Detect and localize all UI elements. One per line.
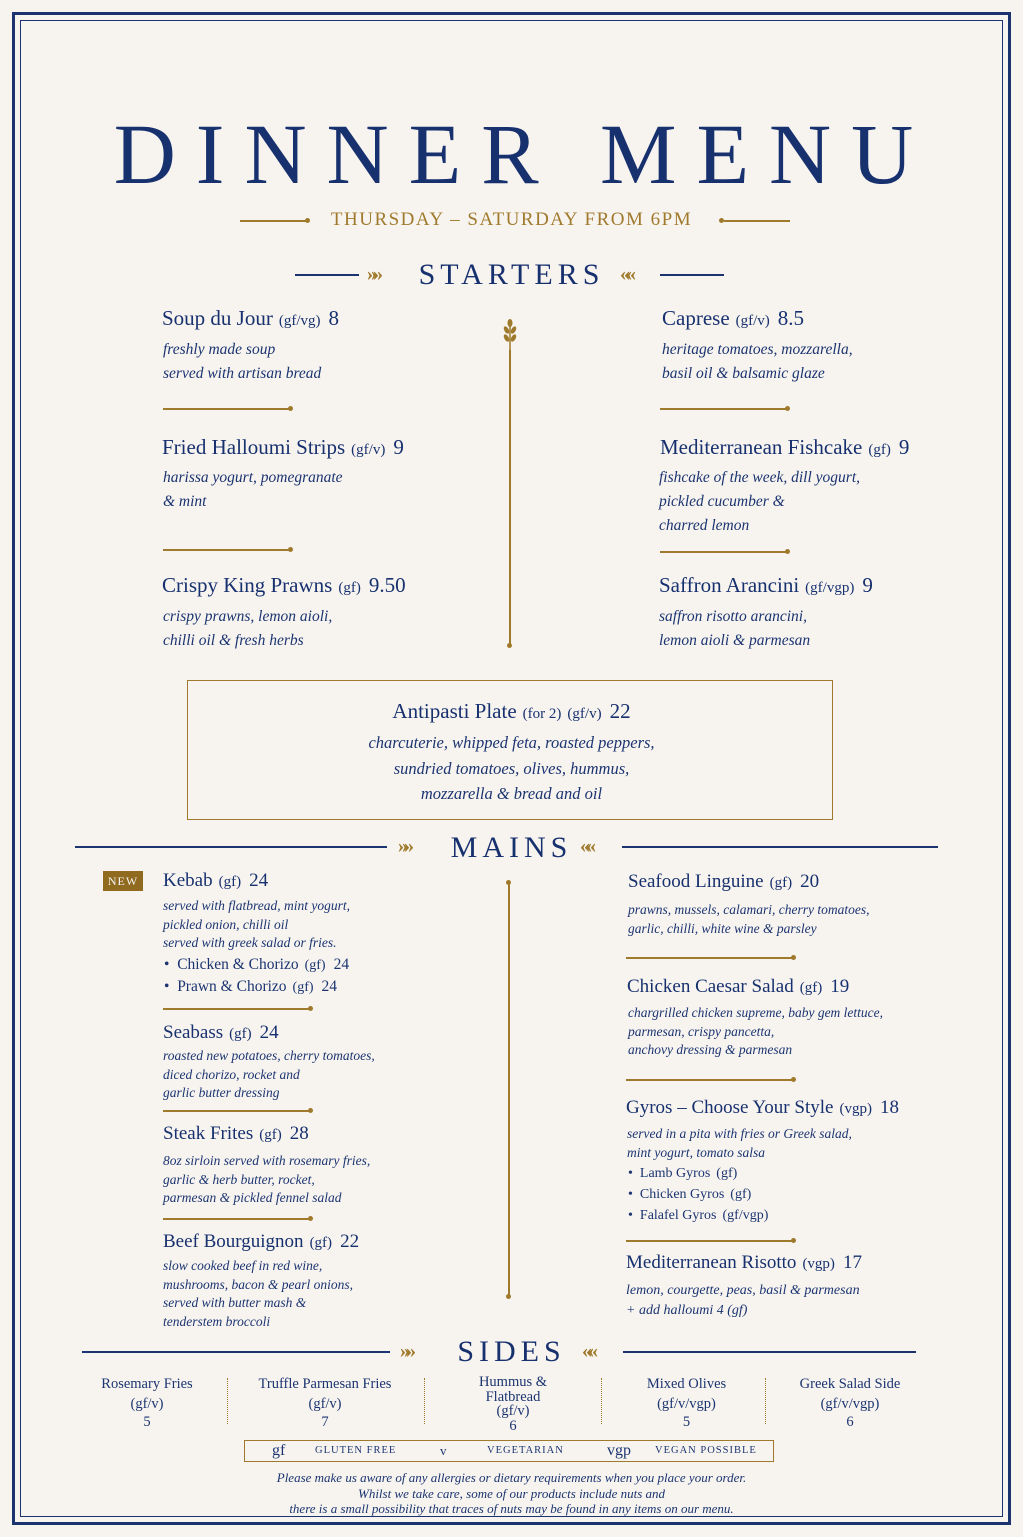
legend-label: VEGAN POSSIBLE: [655, 1445, 757, 1456]
subtitle-rule-right: [724, 220, 790, 222]
page-title: DINNER MENU: [113, 106, 934, 202]
menu-item-name: Seabass (gf) 24: [163, 1022, 279, 1043]
chevron-ornament-icon: ««: [620, 263, 632, 285]
menu-item-desc: chargrilled chicken supreme, baby gem lettuce, parmesan, crispy pancetta, anchovy dressing & parmesan: [628, 1005, 884, 1057]
legend-code: gf: [272, 1442, 286, 1459]
starters-heading: STARTERS: [418, 258, 605, 291]
menu-item-name: Beef Bourguignon (gf) 22: [163, 1231, 360, 1252]
legend-code: vgp: [607, 1442, 631, 1459]
legend-code: v: [440, 1443, 447, 1458]
menu-item-name: Mediterranean Fishcake (gf) 9: [660, 435, 910, 459]
menu-item-desc: 8oz sirloin served with rosemary fries, garlic & herb butter, rocket, parmesan & pickled fennel salad: [163, 1153, 371, 1205]
item-separator: [626, 957, 793, 959]
menu-item-desc: served in a pita with fries or Greek salad, mint yogurt, tomato salsa: [627, 1126, 852, 1160]
item-separator: [163, 408, 290, 410]
sides-heading: SIDES: [457, 1335, 566, 1368]
menu-item-name: Saffron Arancini (gf/vgp) 9: [659, 573, 873, 597]
menu-item-desc: roasted new potatoes, cherry tomatoes, diced chorizo, rocket and garlic butter dressing: [163, 1048, 375, 1100]
menu-item-name: Gyros – Choose Your Style (vgp) 18: [626, 1097, 899, 1118]
mains-heading: MAINS: [450, 831, 573, 864]
menu-item-desc: fishcake of the week, dill yogurt, pickled cucumber & charred lemon: [659, 469, 861, 534]
menu-item-desc: slow cooked beef in red wine, mushrooms, bacon & pearl onions, served with butter mash & tenderstem broccoli: [163, 1258, 354, 1329]
chevron-ornament-icon: »»: [367, 263, 379, 285]
mains-column-divider: [508, 884, 510, 1296]
item-separator: [163, 1110, 310, 1112]
side-divider: [765, 1378, 766, 1424]
menu-item-name: Fried Halloumi Strips (gf/v) 9: [162, 435, 404, 459]
side-item: Rosemary Fries (gf/v) 5: [101, 1376, 193, 1430]
chevron-ornament-icon: »»: [398, 835, 410, 857]
menu-item-name: Kebab (gf) 24: [163, 870, 269, 891]
divider-dot: [506, 1294, 511, 1299]
divider-dot: [507, 643, 512, 648]
new-badge: NEW: [103, 871, 143, 891]
menu-item-desc: harissa yogurt, pomegranate & mint: [163, 469, 343, 510]
item-separator: [626, 1240, 793, 1242]
starters-column-divider: [509, 350, 511, 645]
legend-label: VEGETARIAN: [487, 1445, 564, 1456]
menu-item-name: Seafood Linguine (gf) 20: [628, 871, 820, 892]
menu-item-name: Caprese (gf/v) 8.5: [662, 306, 805, 330]
mains-rule-right: [622, 846, 938, 848]
option-item: • Prawn & Chorizo (gf) 24: [164, 978, 338, 995]
side-item: Hummus & Flatbread (gf/v) 6: [478, 1374, 548, 1434]
option-item: • Lamb Gyros (gf): [628, 1166, 738, 1181]
item-separator: [660, 551, 787, 553]
side-item: Mixed Olives (gf/v/vgp) 5: [646, 1376, 727, 1430]
menu-item-name: Soup du Jour (gf/vg) 8: [162, 306, 340, 330]
menu-item-name: Antipasti Plate (for 2) (gf/v) 22: [392, 699, 631, 723]
option-item: • Chicken & Chorizo (gf) 24: [164, 956, 350, 973]
menu-item-desc: freshly made soup served with artisan bread: [163, 341, 322, 382]
starters-rule-right: [660, 274, 724, 276]
chevron-ornament-icon: »»: [400, 1340, 412, 1362]
menu-item-desc: charcuterie, whipped feta, roasted peppers, sundried tomatoes, olives, hummus, mozzarella & bread and oil: [368, 733, 655, 803]
menu-item-desc: saffron risotto arancini, lemon aioli & parmesan: [659, 608, 811, 649]
menu-item-desc: prawns, mussels, calamari, cherry tomatoes, garlic, chilli, white wine & parsley: [628, 902, 870, 936]
menu-item-desc: heritage tomatoes, mozzarella, basil oil & balsamic glaze: [662, 341, 853, 382]
menu-item-name: Crispy King Prawns (gf) 9.50: [162, 573, 406, 597]
menu-item-desc: crispy prawns, lemon aioli, chilli oil & fresh herbs: [163, 608, 333, 649]
item-separator: [163, 1218, 310, 1220]
service-hours: THURSDAY – SATURDAY FROM 6PM: [330, 209, 693, 230]
wheat-sprig-icon: [501, 318, 519, 352]
side-divider: [424, 1378, 425, 1424]
side-divider: [227, 1378, 228, 1424]
side-item: Truffle Parmesan Fries (gf/v) 7: [258, 1376, 392, 1430]
menu-item-name: Chicken Caesar Salad (gf) 19: [627, 976, 850, 997]
side-divider: [601, 1378, 602, 1424]
option-item: • Falafel Gyros (gf/vgp): [628, 1208, 769, 1223]
allergy-notice: Please make us aware of any allergies or dietary requirements when you place your order. Whilst we take care, some of our products include nuts and there is a small possibility that traces of nuts may be found in any items on our menu.: [276, 1470, 747, 1516]
dietary-legend: [244, 1440, 774, 1462]
menu-item-desc: served with flatbread, mint yogurt, pickled onion, chilli oil served with greek salad or fries.: [163, 898, 350, 950]
chevron-ornament-icon: ««: [580, 835, 592, 857]
item-separator: [626, 1079, 793, 1081]
side-item: Greek Salad Side (gf/v/vgp) 6: [799, 1376, 901, 1430]
item-separator: [163, 1008, 310, 1010]
item-separator: [660, 408, 787, 410]
sides-rule-right: [623, 1351, 916, 1353]
item-separator: [163, 549, 290, 551]
chevron-ornament-icon: ««: [582, 1340, 594, 1362]
menu-item-name: Steak Frites (gf) 28: [163, 1123, 309, 1144]
menu-item-name: Mediterranean Risotto (vgp) 17: [626, 1252, 862, 1273]
option-item: • Chicken Gyros (gf): [628, 1187, 752, 1202]
legend-label: GLUTEN FREE: [315, 1445, 397, 1456]
menu-item-desc: lemon, courgette, peas, basil & parmesan + add halloumi 4 (gf): [626, 1283, 860, 1318]
